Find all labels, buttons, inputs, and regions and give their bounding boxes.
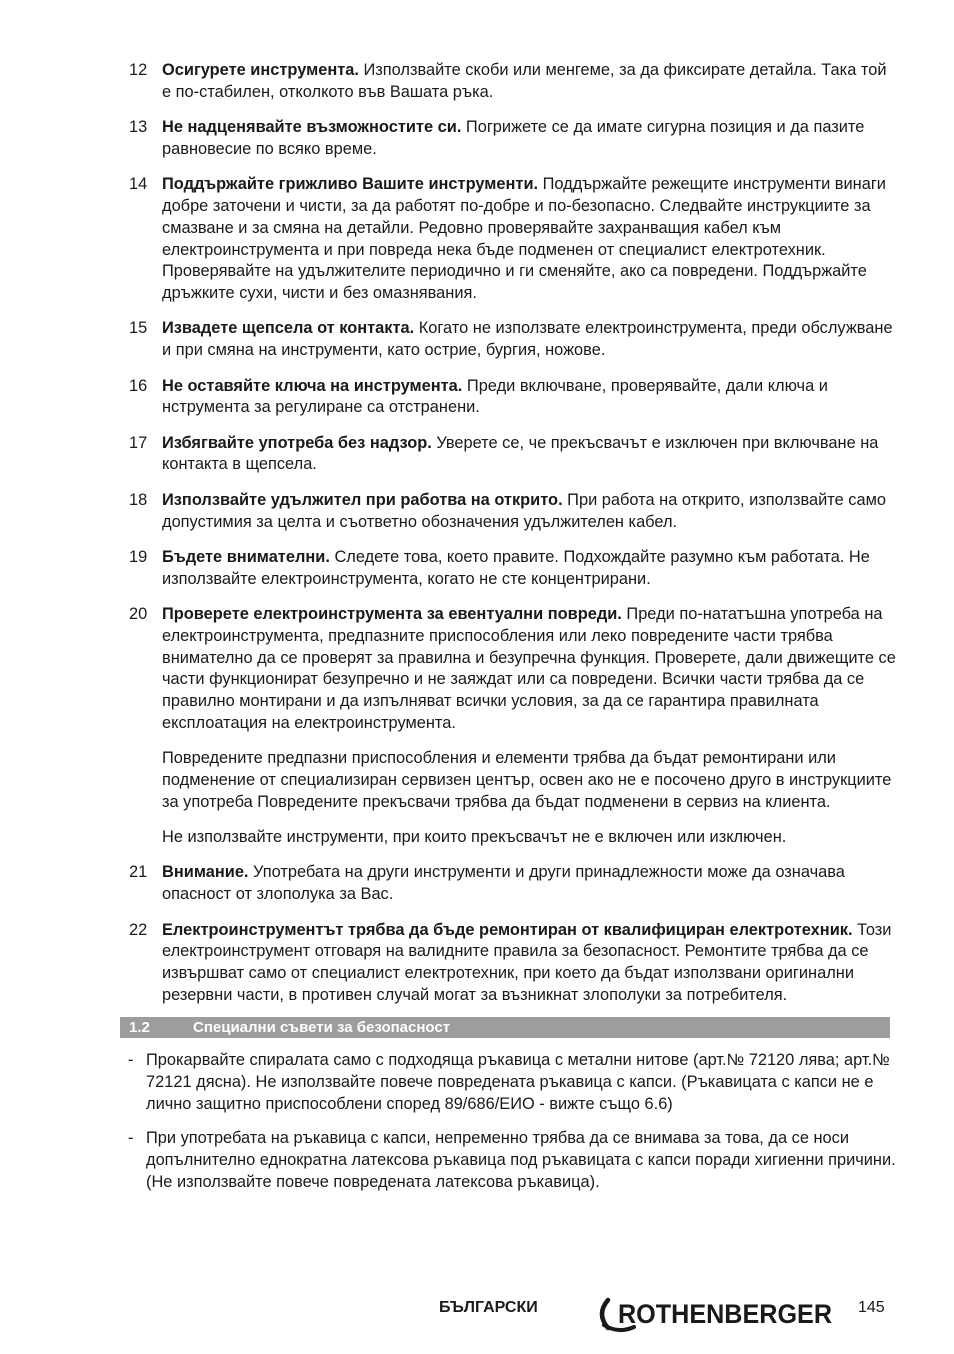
item-heading: Електроинструментът трябва да бъде ремонтиран от квалифициран електротехник. xyxy=(162,920,853,939)
item-text: Преди по-нататъшна употреба на електроинструмента, предпазните приспособления или леко повредените части трябва внимателно да се проверят за правилна и безупречна функция. Проверете, дали движещите се части функционират безупречно и не заяждат или са повредени. Всички части трябва да се правилно монтирани и да изпълняват всички условия, за да се гарантира правилната експлоатация на електроинструмента. xyxy=(162,604,896,732)
bullet-text: Прокарвайте спиралата само с подходяща ръкавица с метални нитове (арт.№ 72120 лява; арт.№ 72121 дясна). Не използвайте повече повредената ръкавица с капси. (Ръкавицата с капси не е лично защитно приспособлени според 89/686/ЕИО - вижте също 6.6) xyxy=(146,1051,890,1113)
item-number: 20 xyxy=(129,604,148,623)
page-content xyxy=(120,60,900,1206)
list-item xyxy=(120,318,900,362)
item-number: 16 xyxy=(129,376,148,395)
item-heading: Осигурете инструмента. xyxy=(162,61,359,79)
bullet-dash: - xyxy=(128,1051,134,1070)
bullet-item xyxy=(120,1050,900,1115)
list-item xyxy=(120,433,900,477)
section-number: 1.2 xyxy=(129,1019,150,1037)
list-item xyxy=(120,862,900,906)
item-number: 19 xyxy=(129,547,148,566)
item-number: 18 xyxy=(129,490,148,509)
item-text: Използвайте скоби или менгеме, за да фиксирате детайла. Така той е по-стабилен, отколкото във Вашата ръка. xyxy=(162,61,887,101)
rothenberger-logo xyxy=(594,1294,834,1334)
item-text: Следете това, което правите. Подхождайте разумно към работата. Не използвайте електроинструмента, когато не сте концентрирани. xyxy=(162,547,870,588)
list-item xyxy=(120,376,900,420)
item-number: 22 xyxy=(129,920,148,939)
brand-name: ROTHENBERGER xyxy=(618,1299,832,1329)
item-text: При работа на открито, използвайте само допустимия за целта и съответно обозначения удължителен кабел. xyxy=(162,490,886,531)
list-item xyxy=(120,60,900,104)
item-number: 14 xyxy=(129,175,148,194)
item-text: Този електроинструмент отговаря на валидните правила за безопасност. Ремонтите трябва да се извършват само от специалист електротехник, при което да бъдат използвани оригинални резервни части, в противен случай могат за възникнат злополуки за потребителя. xyxy=(162,920,892,1004)
section-title: Специални съвети за безопасност xyxy=(193,1019,451,1037)
item-text: Уверете се, че прекъсвачът е изключен при включване на контакта в щепсела. xyxy=(162,433,879,474)
item-heading: Бъдете внимателни. xyxy=(162,547,330,566)
item-heading: Не надценявайте възможностите си. xyxy=(162,118,462,137)
item-paragraph: Повредените предпазни приспособления и елементи трябва да бъдат ремонтирани или подменение от специализиран сервизен център, освен ако не е посочено друго в инструкциите за употреба Повредените прекъсвачи трябва да бъдат подменени в сервиз на клиента. xyxy=(162,749,892,811)
bullet-list xyxy=(120,1050,900,1193)
language-label: БЪЛГАРСКИ xyxy=(439,1299,538,1316)
list-item xyxy=(120,547,900,591)
bullet-item xyxy=(120,1128,900,1193)
bullet-text: При употребата на ръкавица с капси, непременно трябва да се внимава за това, да се носи допълнително еднократна латексова ръкавица под ръкавицата с капси поради хигиенни причини. (Не използвайте повече повредената латексова ръкавица). xyxy=(146,1129,896,1191)
bullet-dash: - xyxy=(128,1129,134,1148)
item-text: Употребата на други инструменти и други принадлежности може да означава опасност от злополука за Вас. xyxy=(162,863,845,904)
list-item xyxy=(120,117,900,161)
section-heading xyxy=(120,1017,890,1038)
item-number: 17 xyxy=(129,433,148,452)
item-heading: Извадете щепсела от контакта. xyxy=(162,319,415,338)
page-footer xyxy=(0,1294,954,1334)
item-number: 21 xyxy=(129,863,148,882)
item-number: 15 xyxy=(129,319,148,338)
item-heading: Поддържайте грижливо Вашите инструменти. xyxy=(162,175,539,194)
list-item xyxy=(120,490,900,534)
item-heading: Използвайте удължител при работва на открито. xyxy=(162,490,563,509)
item-text: Когато не използвате електроинструмента, преди обслужване и при смяна на инструменти, като острие, бургия, ножове. xyxy=(162,319,893,360)
list-item xyxy=(120,604,900,849)
item-text: Погрижете се да имате сигурна позиция и да пазите равновесие по всяко време. xyxy=(162,118,865,158)
item-text: Поддържайте режещите инструменти винаги добре заточени и чисти, за да работят по-добре и по-безопасно. Следвайте инструкциите за смазване и за смяна на детайли. Редовно проверявайте захранващия кабел към електроинструмента и при повреда нека бъде подменен от специалист електротехник. Проверявайте на удължителите периодично и ги сменяйте, ако са повредени. Поддържайте дръжките сухи, чисти и без омазнявания. xyxy=(162,175,886,303)
item-heading: Избягвайте употреба без надзор. xyxy=(162,433,432,452)
item-paragraph: Не използвайте инструменти, при които прекъсвачът не е включен или изключен. xyxy=(162,828,787,847)
page-number: 145 xyxy=(858,1299,885,1316)
item-heading: Внимание. xyxy=(162,863,249,882)
item-heading: Проверете електроинструмента за евентуални повреди. xyxy=(162,604,622,623)
item-heading: Не оставяйте ключа на инструмента. xyxy=(162,376,463,395)
item-number: 13 xyxy=(129,118,148,137)
item-number: 12 xyxy=(129,61,148,79)
list-item xyxy=(120,920,900,1007)
item-text: Преди включване, проверявайте, дали ключа и нструмента за регулиране са отстранени. xyxy=(162,376,828,417)
list-item xyxy=(120,174,900,305)
